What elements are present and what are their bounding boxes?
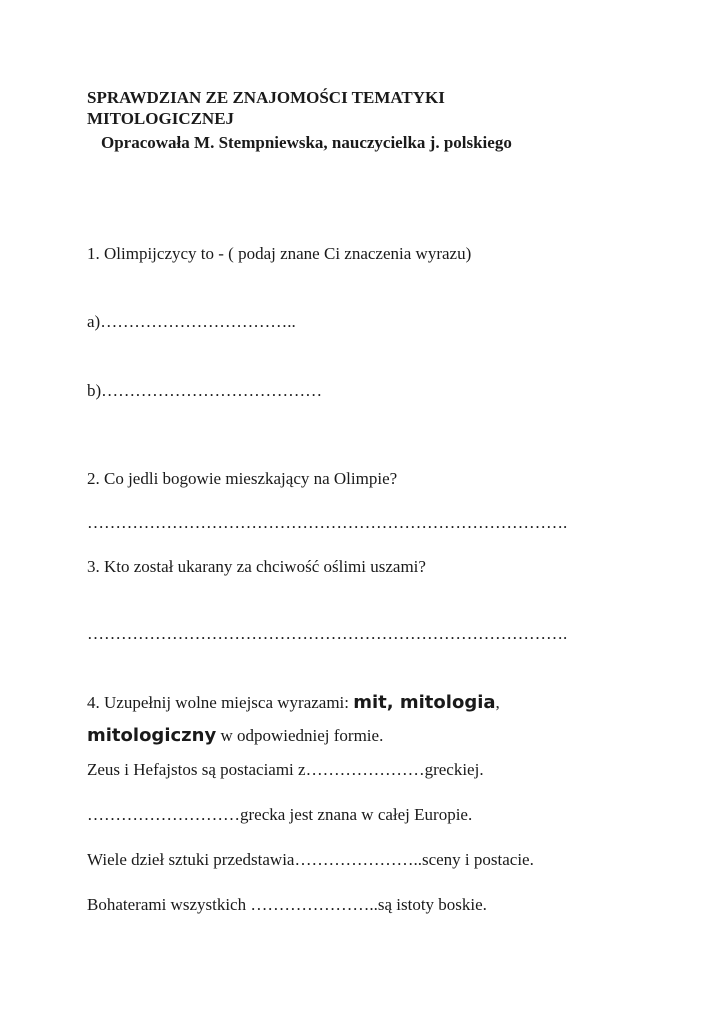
question-3-answer[interactable]: …………………………………………………………………………. [87, 624, 568, 643]
question-4-sentence-3[interactable]: Wiele dzieł sztuki przedstawia…………………..sceny i postacie. [87, 850, 534, 869]
question-2-answer[interactable]: …………………………………………………………………………. [87, 513, 568, 532]
question-4-prompt-start: 4. Uzupełnij wolne miejsca wyrazami: [87, 693, 354, 712]
question-4-sentence-4[interactable]: Bohaterami wszystkich …………………..są istoty boskie. [87, 895, 487, 914]
question-4-prompt-end: w odpowiedniej formie. [216, 726, 384, 745]
question-3-prompt: 3. Kto został ukarany za chciwość oślimi uszami? [87, 557, 426, 576]
question-4-comma: , [495, 693, 500, 712]
question-1-answer-a[interactable]: a)…………………………….. [87, 312, 296, 331]
question-2-prompt: 2. Co jedli bogowie mieszkający na Olimpie? [87, 469, 398, 488]
question-4-prompt-line-1 [87, 692, 500, 714]
question-4-prompt-line-2 [87, 725, 383, 747]
title-line-2: MITOLOGICZNEJ [87, 109, 235, 128]
question-4-words-2: mitologiczny [87, 725, 217, 746]
question-1-answer-b[interactable]: b)………………………………… [87, 381, 323, 400]
question-4-words-1: mit, mitologia [353, 692, 496, 713]
title-line-1: SPRAWDZIAN ZE ZNAJOMOŚCI TEMATYKI [87, 88, 445, 107]
question-4-sentence-2[interactable]: ………………………grecka jest znana w całej Europie. [87, 805, 473, 824]
question-4-sentence-1[interactable]: Zeus i Hefajstos są postaciami z…………………greckiej. [87, 760, 484, 779]
author-line: Opracowała M. Stempniewska, nauczycielka j. polskiego [101, 133, 512, 152]
question-1-prompt: 1. Olimpijczycy to - ( podaj znane Ci znaczenia wyrazu) [87, 244, 472, 263]
